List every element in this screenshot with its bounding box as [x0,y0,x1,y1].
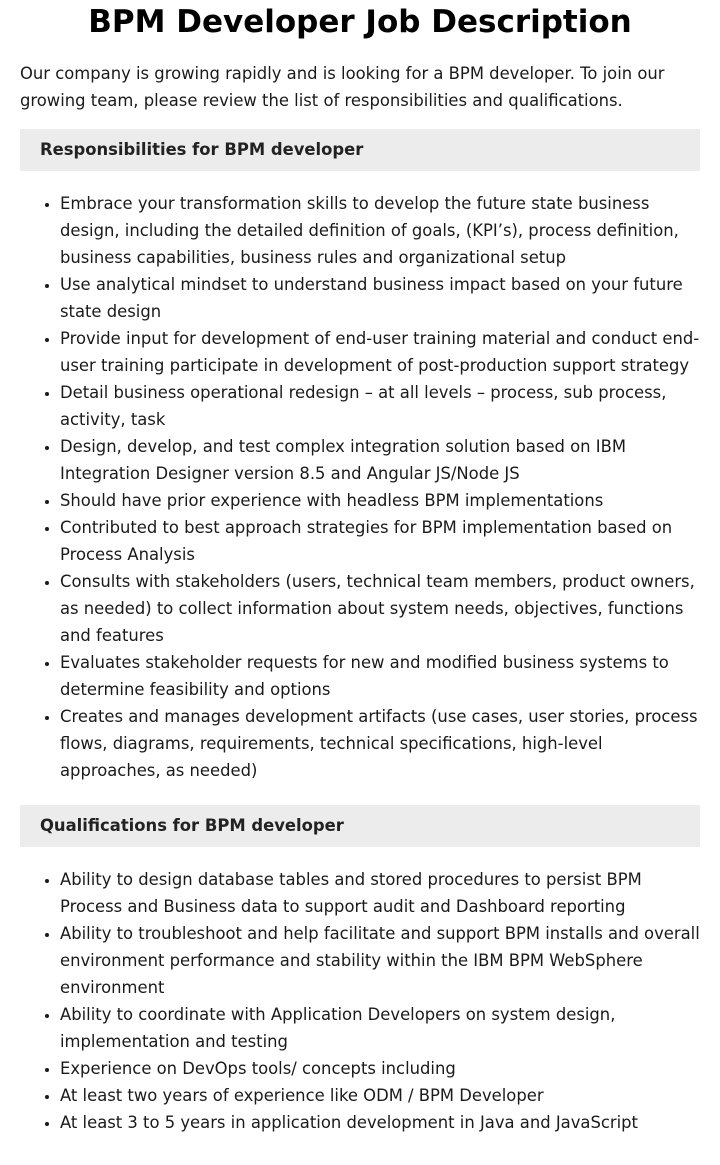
list-item: • Contributed to best approach strategies for BPM implementation based on Process Analysis [60,514,700,568]
list-item: • Provide input for development of end-user training material and conduct end-user training participate in development of post-production support strategy [60,325,700,379]
intro-paragraph: Our company is growing rapidly and is looking for a BPM developer. To join our growing team, please review the list of responsibilities and qualifications. [20,64,665,110]
list-item: • Experience on DevOps tools/ concepts including [60,1055,700,1082]
list-item: • Detail business operational redesign – at all levels – process, sub process, activity, task [60,379,700,433]
page-title: BPM Developer Job Description [88,4,632,40]
list-item: • At least 3 to 5 years in application development in Java and JavaScript [60,1109,700,1136]
list-item: • Ability to coordinate with Application Developers on system design, implementation and testing [60,1001,700,1055]
list-item: • Evaluates stakeholder requests for new and modified business systems to determine feasibility and options [60,649,700,703]
list-item: • At least two years of experience like ODM / BPM Developer [60,1082,700,1109]
list-item: • Use analytical mindset to understand business impact based on your future state design [60,271,700,325]
responsibilities-header: Responsibilities for BPM developer [20,129,700,171]
list-item: • Creates and manages development artifacts (use cases, user stories, process flows, diagrams, requirements, technical specifications, high-level approaches, as needed) [60,703,700,784]
list-item: • Ability to troubleshoot and help facilitate and support BPM installs and overall environment performance and stability within the IBM BPM WebSphere environment [60,920,700,1001]
list-item: • Ability to design database tables and stored procedures to persist BPM Process and Business data to support audit and Dashboard reporting [60,866,700,920]
list-item: • Should have prior experience with headless BPM implementations [60,487,700,514]
qualifications-list [20,866,700,1136]
list-item: • Consults with stakeholders (users, technical team members, product owners, as needed) to collect information about system needs, objectives, functions and features [60,568,700,649]
qualifications-header: Qualifications for BPM developer [20,805,700,847]
responsibilities-list [20,190,700,784]
list-item: • Design, develop, and test complex integration solution based on IBM Integration Designer version 8.5 and Angular JS/Node JS [60,433,700,487]
list-item: • Embrace your transformation skills to develop the future state business design, including the detailed definition of goals, (KPI’s), process definition, business capabilities, business rules and organizational setup [60,190,700,271]
